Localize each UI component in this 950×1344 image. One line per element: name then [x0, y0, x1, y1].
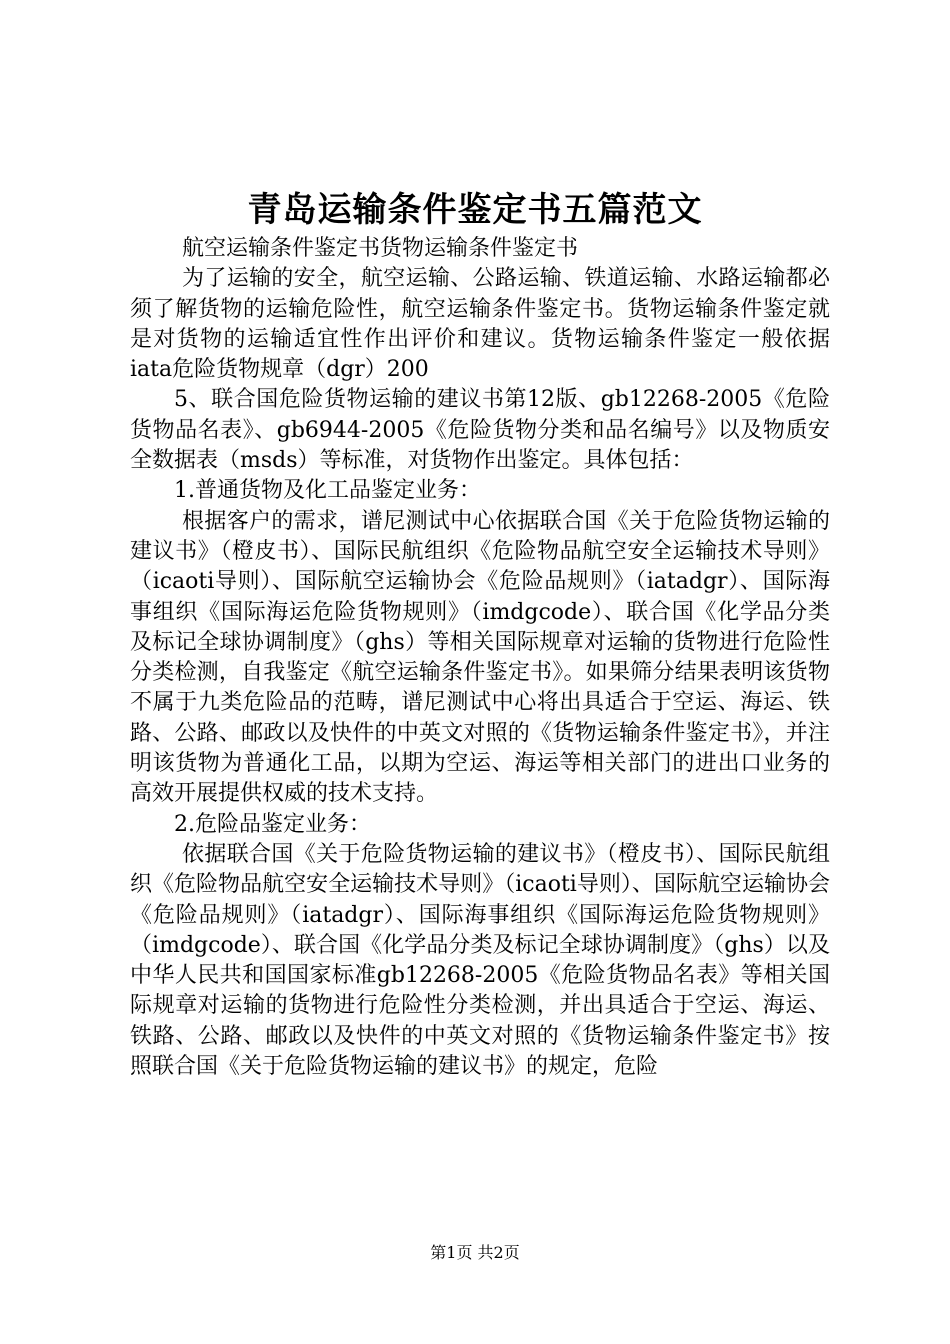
page-footer: 第1页 共2页 [430, 1243, 520, 1262]
paragraph-subtitle: 航空运输条件鉴定书货物运输条件鉴定书 [182, 236, 579, 261]
section-heading-general-goods: 1.普通货物及化工品鉴定业务： [174, 478, 481, 504]
document-title: 青岛运输条件鉴定书五篇范文 [247, 190, 703, 230]
paragraph-general-goods: 根据客户的需求，谱尼测试中心依据联合国《关于危险货物运输的建议书》（橙皮书）、国际民航组织《危险物品航空安全运输技术导则》（icaoti导则）、国际航空运输协会《危险品规则》（iatadgr）、国际海事组织《国际海运危险货物规则》（imdgcode）、联合国《化学品分类及标记全球协调制度》（ghs）等相关国际规章对运输的货物进行危险性分类检测，自我鉴定《航空运输条件鉴定书》。如果筛分结果表明该货物不属于九类危险品的范畴，谱尼测试中心将出具适合于空运、海运、铁路、公路、邮政以及快件的中英文对照的《货物运输条件鉴定书》，并注明该货物为普通化工品，以期为空运、海运等相关部门的进出口业务的高效开展提供权威的技术支持。 [130, 508, 830, 807]
paragraph-intro: 为了运输的安全，航空运输、公路运输、铁道运输、水路运输都必须了解货物的运输危险性，航空运输条件鉴定书。货物运输条件鉴定就是对货物的运输适宜性作出评价和建议。货物运输条件鉴定一般依据iata危险货物规章（dgr）200 [130, 266, 830, 383]
paragraph-dangerous-goods: 依据联合国《关于危险货物运输的建议书》（橙皮书）、国际民航组织《危险物品航空安全运输技术导则》（icaoti导则）、国际航空运输协会《危险品规则》（iatadgr）、国际海事组织《国际海运危险货物规则》（imdgcode）、联合国《化学品分类及标记全球协调制度》（ghs）以及中华人民共和国国家标准gb12268-2005《危险货物品名表》等相关国际规章对运输的货物进行危险性分类检测，并出具适合于空运、海运、铁路、公路、邮政以及快件的中英文对照的《货物运输条件鉴定书》按照联合国《关于危险货物运输的建议书》的规定，危险 [130, 841, 830, 1080]
document-body [130, 234, 830, 1082]
section-heading-dangerous-goods: 2.危险品鉴定业务： [174, 811, 371, 837]
paragraph-standards: 5、联合国危险货物运输的建议书第12版、gb12268-2005《危险货物品名表》、gb6944-2005《危险货物分类和品名编号》以及物质安全数据表（msds）等标准，对货物作出鉴定。具体包括： [130, 387, 830, 474]
